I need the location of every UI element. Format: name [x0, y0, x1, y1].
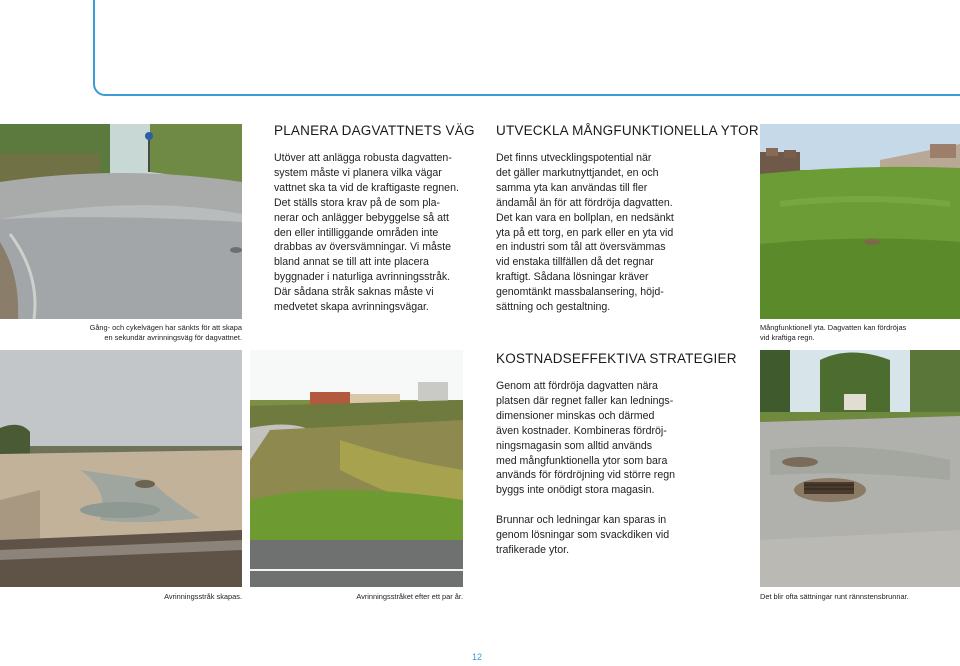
text-line: vid enstaka tillfällen då det regnar	[496, 256, 654, 269]
text-line: Genom att fördröja dagvatten nära	[496, 380, 658, 392]
caption-line: Avrinningsstråket efter ett par år.	[356, 592, 463, 601]
heading-kostnad: KOSTNADSEFFEKTIVA STRATEGIER	[496, 351, 737, 366]
text-line: kraftigt. Sådana lösningar kräver	[496, 271, 649, 284]
text-line: vattnet ska ta vid de kraftigaste regnen.	[274, 181, 459, 194]
caption-drain	[760, 592, 909, 602]
caption-line: Gång- och cykelvägen har sänkts för att skapa	[89, 323, 242, 332]
text-line: Där sådana stråk saknas måste vi	[274, 286, 434, 299]
text-line: den eller intilliggande områden inte	[274, 226, 439, 239]
caption-line: vid kraftiga regn.	[760, 333, 815, 342]
caption-field	[760, 323, 906, 343]
text-line: yta på ett torg, en park eller en yta vid	[496, 226, 674, 239]
caption-road	[0, 323, 242, 343]
text-line: det gäller markutnyttjandet, en och	[496, 166, 659, 179]
photo-drainage-channel-later	[250, 350, 463, 587]
text-line: Det finns utvecklingspotential när	[496, 152, 652, 164]
text-line: ändamål än för att fördröja dagvatten.	[496, 196, 673, 209]
text-line: sättning och gestaltning.	[496, 301, 611, 314]
text-line: medvetet skapa avrinningsvägar.	[274, 301, 429, 314]
body-utveckla	[496, 151, 674, 315]
text-line: genom lösningar som svackdiken vid	[496, 528, 670, 541]
text-line: Utöver att anlägga robusta dagvatten-	[274, 152, 452, 164]
text-line: med mångfunktionella ytor som bara	[496, 454, 668, 467]
text-line: drabbas av översvämningar. Vi måste	[274, 241, 452, 254]
body-kostnad	[496, 379, 675, 498]
text-line: ningsmagasin som alltid används	[496, 439, 653, 452]
text-line: nerar och anlägger bebyggelse så att	[274, 211, 449, 224]
caption-channel-later	[250, 592, 463, 602]
heading-planera: PLANERA DAGVATTNETS VÄG	[274, 123, 475, 138]
text-line: genomtänkt massbalansering, höjd-	[496, 286, 664, 299]
text-line: Brunnar och ledningar kan sparas in	[496, 514, 667, 526]
text-line: bland annat se till att inte placera	[274, 256, 429, 269]
text-line: används för fördröjning vid större regn	[496, 469, 676, 482]
text-line: dimensioner minskas och därmed	[496, 409, 655, 422]
photo-drain-settlement	[760, 350, 960, 587]
caption-line: Det blir ofta sättningar runt rännstensbrunnar.	[760, 592, 909, 601]
text-line: samma yta kan användas till fler	[496, 181, 648, 194]
text-line: trafikerade ytor.	[496, 543, 570, 556]
text-line: byggs inte onödigt stora magasin.	[496, 484, 655, 497]
photo-multifunctional-field	[760, 124, 960, 319]
heading-utveckla: UTVECKLA MÅNGFUNKTIONELLA YTOR	[496, 123, 759, 138]
body-planera	[274, 151, 459, 315]
photo-drainage-channel	[0, 350, 242, 587]
text-line: en industri som tål att översvämmas	[496, 241, 666, 254]
text-line: platsen där regnet faller kan lednings-	[496, 394, 674, 407]
caption-line: Mångfunktionell yta. Dagvatten kan fördröjas	[760, 323, 907, 332]
text-line: byggnader i naturliga avrinningsstråk.	[274, 271, 451, 284]
text-line: Det kan vara en bollplan, en nedsänkt	[496, 211, 674, 224]
caption-line: en sekundär avrinningsväg för dagvattnet.	[104, 333, 242, 342]
text-line: även kostnader. Kombineras fördröj-	[496, 424, 667, 437]
caption-line: Avrinningsstråk skapas.	[164, 592, 242, 601]
caption-channel	[0, 592, 242, 602]
text-line: Det ställs stora krav på de som pla-	[274, 196, 441, 209]
photo-lowered-cycle-path	[0, 124, 242, 319]
text-line: system måste vi planera vilka vägar	[274, 166, 442, 179]
page-frame	[93, 0, 960, 96]
body-kostnad-2	[496, 513, 669, 558]
page-number: 12	[472, 652, 483, 662]
